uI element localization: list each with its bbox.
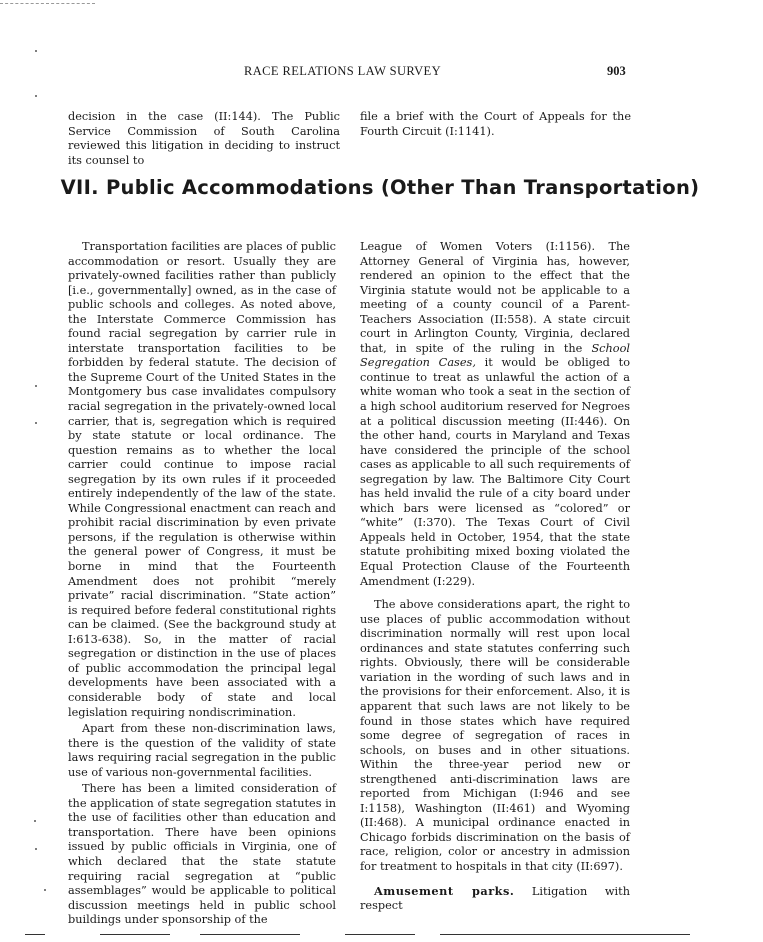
right-paragraph-1-text-a: League of Women Voters (I:1156). The Attorney General of Virginia has, however, rendered an opinion to the effect that the Virginia statute would not be applicable to a meeting of a county council of a Parent-Teachers Association (II:558). A state circuit court in Arlington County, Virginia, declared that, in spite of the ruling in the xyxy=(360,240,630,355)
scan-speck xyxy=(34,820,36,822)
scan-edge-dashes xyxy=(0,3,95,4)
bottom-scan-rule xyxy=(440,934,690,935)
scan-speck xyxy=(35,422,37,424)
scan-speck xyxy=(35,95,37,97)
scan-speck xyxy=(35,50,37,52)
left-paragraph-2: Apart from these non-discrimination laws, there is the question of the validity of state laws requiring racial segregation in the public use of various non-governmental facilities. xyxy=(68,722,336,779)
bottom-scan-rule xyxy=(25,934,45,935)
bottom-scan-rule xyxy=(200,934,300,935)
bottom-scan-rule xyxy=(345,934,415,935)
scan-speck xyxy=(35,385,37,387)
left-paragraph-3: There has been a limited consideration of the application of state segregation statutes in the use of facilities other than education and transportation. There have been opinions issued by public officials in Virginia, one of which declared that the state statute requiring racial segregation at “public assemblages” would be applicable to political discussion meetings held in public school buildings under sponsorship of the xyxy=(68,782,336,927)
left-paragraph-1: Transportation facilities are places of public accommodation or resort. Usually they are privately-owned facilities rather than publicly [i.e., governmentally] owned, as in the case of public schools and colleges. As noted above, the Interstate Commerce Commission has found racial segregation by carrier rule in interstate transportation facilities to be forbidden by federal statute. The decision of the Supreme Court of the United States in the Montgomery bus case invalidates compulsory racial segregation in the privately-owned local carrier, that is, segregation which is required by state statute or local ordinance. The question remains as to whether the local carrier could continue to impose racial segregation by its own rules if it proceeded entirely independently of the law of the state. While Congressional enactment can reach and prohibit racial discrimination by even private persons, if the regulation is otherwise within the general power of Congress, it must be borne in mind that the Fourteenth Amendment does not prohibit “merely private” racial discrimination. “State action” is required before federal constitutional rights can be claimed. (See the background study at I:613-638). So, in the matter of racial segregation or distinction in the use of places of public accommodation the principal legal developments have been associated with a considerable body of state and local legislation requiring nondiscrimination. xyxy=(68,240,336,719)
amusement-parks-text: Litigation with respect xyxy=(360,884,630,913)
right-paragraph-1 xyxy=(360,240,630,589)
right-paragraph-1-text-b: it would be obliged to continue to treat as unlawful the action of a white woman who took a seat in the section of a high school auditorium reserved for Negroes at a political discussion meeting (II:446). On the other hand, courts in Maryland and Texas have considered the principle of the school cases as applicable to all such requirements of segregation by law. The Baltimore City Court has held invalid the rule of a city board under which bars were licensed as “colored” or “white” (I:370). The Texas Court of Civil Appeals held in October, 1954, that the state statute prohibiting mixed boxing violated the Equal Protection Clause of the Fourteenth Amendment (I:229). xyxy=(360,356,630,588)
scan-speck xyxy=(35,848,37,850)
amusement-parks-heading: Amusement parks. xyxy=(374,883,515,898)
bottom-scan-rule xyxy=(100,934,170,935)
right-paragraph-3 xyxy=(360,884,630,914)
running-head: RACE RELATIONS LAW SURVEY xyxy=(244,64,442,78)
right-paragraph-2: The above considerations apart, the right to use places of public accommodation without discrimination normally will rest upon local ordinances and state statutes conferring such rights. Obviously, there will be considerable variation in the wording of such laws and in the provisions for their enforcement. Also, it is apparent that such laws are not likely to be found in those states which have required some degree of segregation of races in schools, on buses and in other situations. Within the three-year period new or strengthened anti-discrimination laws are reported from Michigan (I:946 and see I:1158), Washington (II:461) and Wyoming (II:468). A municipal ordinance enacted in Chicago forbids discrimination on the basis of race, religion, color or ancestry in admission for treatment to hospitals in that city (II:697). xyxy=(360,598,630,873)
scan-speck xyxy=(44,889,46,891)
section-title: VII. Public Accommodations (Other Than Transportation) xyxy=(60,176,700,199)
top-right-column xyxy=(360,110,631,139)
top-right-paragraph: file a brief with the Court of Appeals for the Fourth Circuit (I:1141). xyxy=(360,110,631,138)
left-column xyxy=(68,240,336,928)
case-name-italic: School Segregation Cases, xyxy=(360,341,630,370)
top-left-paragraph: decision in the case (II:144). The Public Service Commission of South Carolina reviewed this litigation in deciding to instruct its counsel to xyxy=(68,110,340,167)
page-number: 903 xyxy=(607,64,626,78)
right-column xyxy=(360,240,630,914)
top-left-column xyxy=(68,110,340,168)
